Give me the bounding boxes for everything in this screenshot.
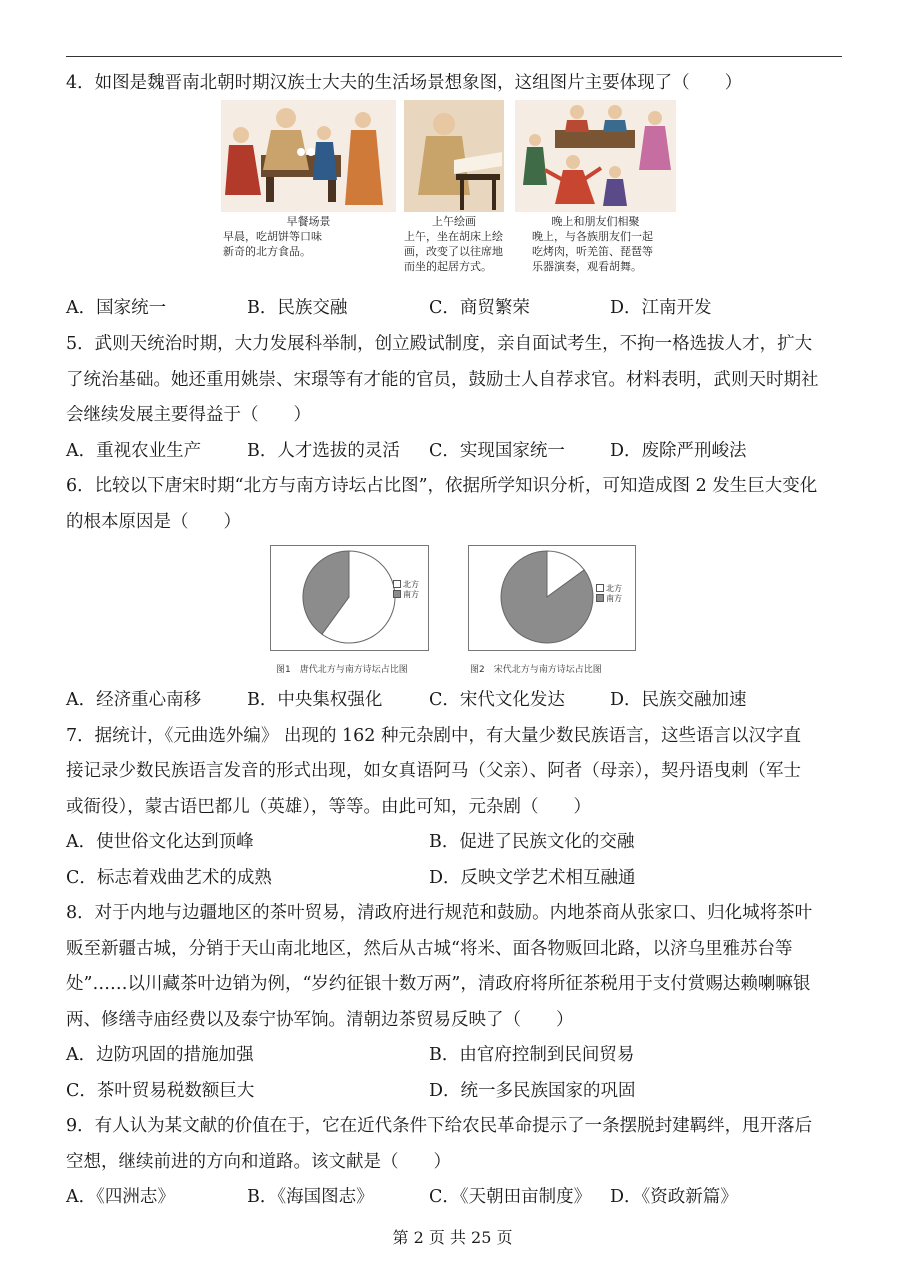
legend-swatch-north	[393, 580, 401, 588]
chart-1-legend	[393, 580, 419, 600]
panel-1-line-1: 早晨，吃胡饼等口味	[223, 230, 322, 243]
chart-2-legend-south: 南方	[606, 594, 622, 603]
q5-option-b: B．人才选拔的灵活	[247, 441, 400, 461]
panel-2-title: 上午绘画	[432, 215, 476, 228]
q4-option-c: C．商贸繁荣	[429, 298, 530, 318]
q6-option-a: A．经济重心南移	[66, 690, 202, 710]
q5-line-2: 了统治基础。她还重用姚崇、宋璟等有才能的官员，鼓励士人自荐求官。材料表明，武则天时期社	[66, 370, 819, 390]
header-rule	[66, 56, 842, 57]
legend-swatch-north	[596, 584, 604, 592]
q6-line-1: 6．比较以下唐宋时期“北方与南方诗坛占比图”，依据所学知识分析，可知造成图 2 发生巨大变化	[66, 476, 818, 496]
q5-line-1: 5．武则天统治时期，大力发展科举制，创立殿试制度，亲自面试考生，不拘一格选拔人才，扩大	[66, 334, 813, 354]
chart-1-frame	[270, 545, 429, 651]
q7-option-d: D．反映文学艺术相互融通	[429, 868, 636, 888]
q9-option-b: B．《海国图志》	[247, 1187, 374, 1207]
chart-1-title: 图1 唐代北方与南方诗坛占比图	[276, 665, 408, 675]
q8-option-d: D．统一多民族国家的巩固	[429, 1081, 636, 1101]
q9-option-a: A．《四洲志》	[66, 1187, 175, 1207]
evening-gathering-image	[515, 100, 676, 212]
panel-3-line-1: 晚上，与各族朋友们一起	[532, 230, 653, 243]
q9-line-1: 9．有人认为某文献的价值在于，它在近代条件下给农民革命提示了一条摆脱封建羁绊，甩开落后	[66, 1116, 813, 1136]
q8-line-3: 处”……以川藏茶叶边销为例，“岁约征银十数万两”，清政府将所征茶税用于支付赏赐达赖喇嘛银	[66, 974, 811, 994]
chart-2-legend	[596, 584, 622, 604]
panel-3-title: 晚上和朋友们相聚	[551, 215, 640, 228]
q8-line-4: 两、修缮寺庙经费以及泰宁协军饷。清朝边茶贸易反映了（ ）	[66, 1010, 574, 1030]
page-footer: 第 2 页 共 25 页	[392, 1228, 513, 1247]
q6-option-d: D．民族交融加速	[610, 690, 747, 710]
q8-option-c: C．茶叶贸易税数额巨大	[66, 1081, 255, 1101]
q6-option-b: B．中央集权强化	[247, 690, 383, 710]
q9-option-c: C．《天朝田亩制度》	[429, 1187, 592, 1207]
legend-swatch-south	[596, 594, 604, 602]
q6-line-2: 的根本原因是（ ）	[66, 512, 241, 532]
q8-option-b: B．由官府控制到民间贸易	[429, 1045, 635, 1065]
q4-option-b: B．民族交融	[247, 298, 348, 318]
q8-line-1: 8．对于内地与边疆地区的茶叶贸易，清政府进行规范和鼓励。内地茶商从张家口、归化城将茶叶	[66, 903, 813, 923]
q6-option-c: C．宋代文化发达	[429, 690, 565, 710]
panel-2-line-1: 上午，坐在胡床上绘	[404, 230, 503, 243]
breakfast-scene-image	[221, 100, 396, 212]
q7-option-c: C．标志着戏曲艺术的成熟	[66, 868, 272, 888]
q5-option-c: C．实现国家统一	[429, 441, 565, 461]
panel-2-line-3: 而坐的起居方式。	[404, 260, 492, 273]
q7-line-3: 或衙役），蒙古语巴都儿（英雄），等等。由此可知，元杂剧（ ）	[66, 797, 591, 817]
chart-2-legend-north: 北方	[606, 584, 622, 593]
painting-scene-image	[404, 100, 504, 212]
q7-option-b: B．促进了民族文化的交融	[429, 832, 635, 852]
q5-line-3: 会继续发展主要得益于（ ）	[66, 405, 311, 425]
chart-1-legend-south: 南方	[403, 590, 419, 599]
panel-1-line-2: 新奇的北方食品。	[223, 245, 311, 258]
q4-option-a: A．国家统一	[66, 298, 167, 318]
q5-option-d: D．废除严刑峻法	[610, 441, 747, 461]
q8-option-a: A．边防巩固的措施加强	[66, 1045, 254, 1065]
q4-stem: 4．如图是魏晋南北朝时期汉族士大夫的生活场景想象图，这组图片主要体现了（ ）	[66, 73, 743, 93]
q7-line-2: 接记录少数民族语言发音的形式出现，如女真语阿马（父亲）、阿者（母亲），契丹语曳刺（军士	[66, 761, 801, 781]
chart-2-frame	[468, 545, 636, 651]
panel-2-line-2: 画，改变了以往席地	[404, 245, 503, 258]
q8-line-2: 贩至新疆古城，分销于天山南北地区，然后从古城“将米、面各物贩回北路，以济乌里雅苏台等	[66, 939, 793, 959]
q4-option-d: D．江南开发	[610, 298, 712, 318]
q7-option-a: A．使世俗文化达到顶峰	[66, 832, 254, 852]
panel-3-line-2: 吃烤肉，听羌笛、琵琶等	[532, 245, 653, 258]
legend-swatch-south	[393, 590, 401, 598]
chart-2-title: 图2 宋代北方与南方诗坛占比图	[470, 665, 602, 675]
q5-option-a: A．重视农业生产	[66, 441, 202, 461]
panel-1-title: 早餐场景	[286, 215, 331, 228]
panel-3-line-3: 乐器演奏，观看胡舞。	[532, 260, 642, 273]
chart-1-legend-north: 北方	[403, 580, 419, 589]
q9-line-2: 空想，继续前进的方向和道路。该文献是（ ）	[66, 1152, 451, 1172]
q7-line-1: 7．据统计，《元曲选外编》 出现的 162 种元杂剧中，有大量少数民族语言，这些语言以汉字直	[66, 726, 801, 746]
q9-option-d: D．《资政新篇》	[610, 1187, 738, 1207]
